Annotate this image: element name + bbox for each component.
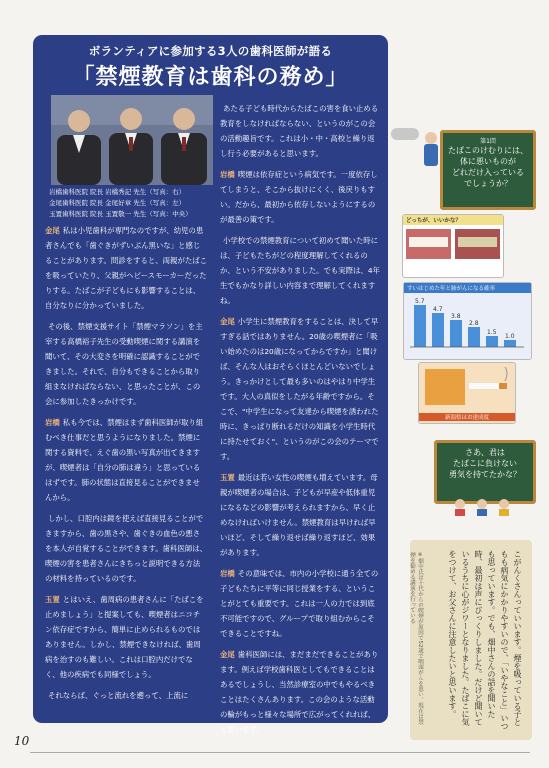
cigarette-illustration-card	[418, 362, 516, 424]
speaker-label: 金尾	[220, 650, 235, 659]
speaker-label: 玉置	[220, 473, 235, 482]
board-line: さあ、君は	[465, 448, 505, 457]
speaker-label: 金尾	[45, 226, 60, 235]
paragraph-text: その意味では、市内の小学校に通う全ての子どもたちに平等に同じ授業をする、ということがとても重要です。これは一人の力では到底不可能ですので、グループで取り組むからこそできることですね。	[220, 569, 379, 638]
bar-value-label: 3.8	[451, 313, 461, 320]
paragraph-text: 最近は若い女性の喫煙も増えています。母親が喫煙者の場合は、子どもが早産や低体重児になるなどの影響が考えられますから、早く止めなければいけません。禁煙教育は早ければ早いほど、そして繰り返せば繰り返すほど、効果があります。	[220, 473, 378, 557]
paragraph-text: 小学生に禁煙教育をすることは、決して早すぎる話ではありません。20歳の喫煙者に「吸い始めたのは20歳になってからですか」と聞けば、そんな人はおそらくほとんどいないでしょう。きっかけとして最も多いのはやはり中学生です。大人の真似をしたがる年齢ですから。そこで、"中学生になって友達から喫煙を誘われた時に、きっぱり断れるだけの知識を小学生時代に持たせておく"、というのがこの会のテーマです。	[220, 317, 379, 461]
paragraph	[45, 688, 207, 703]
article-panel	[33, 35, 388, 734]
speaker-label: 岩橋	[220, 569, 235, 578]
paragraph-text: あたる子ども時代からたばこの害を食い止める教育をしなければならない、というのがこの会の活動趣旨です。これは小・中・高校と繰り返し行う必要があると思います。	[220, 104, 379, 158]
right-column	[220, 101, 380, 743]
student-comment-text: こがんくさんっていいます。煙を吸っている子ともも病気にかかりやすいので、「いやなこと」いつも思っています。でも、畑中さんの話を聞いた時、最初は声にびっくりしました。だけど聞いているうちに心がジワーとなりました。たばこに気をつけて、お父さんに注意したいと思います。	[448, 550, 522, 730]
page-number: 10	[14, 734, 30, 748]
paragraph	[220, 470, 380, 560]
article-title: 「禁煙教育は歯科の務め」	[72, 65, 349, 90]
card-title: どっちが、いいかな？	[403, 215, 503, 225]
students-figures-icon	[450, 498, 520, 516]
paragraph	[45, 415, 207, 505]
bar-value-label: 2.8	[469, 320, 479, 327]
paragraph	[220, 314, 380, 464]
paragraph	[220, 566, 380, 641]
board-line: 第1問	[480, 138, 496, 145]
card-subtitle: すいはじめた年と肺がんになる確率	[404, 283, 531, 293]
paragraph	[45, 511, 207, 586]
lung-cancer-risk-chart-card	[403, 282, 532, 360]
card-caption: 新潟県はお達成度	[419, 413, 515, 421]
paragraph-text: 喫煙は依存症という病気です。一度依存してしまうと、そこから抜けにくく、後戻りもすい。だから、最初から依存しないようにするのが最善の策です。	[220, 170, 378, 224]
speaker-label: 玉置	[45, 595, 60, 604]
board-line: たばこに負けない	[453, 459, 517, 468]
paragraph-text: 小学校での禁煙教育について初めて聞いた時には、子どもたちがどの程度理解してくれるのか、という不安がありました。でも実際は、4年生でもかなり詳しい内容まで理解してくれますね。	[220, 236, 380, 305]
caption-tamaki: 玉置歯科医院 院長 玉置敬一 先生（写真：中央）	[49, 210, 192, 218]
article-subtitle: ボランティアに参加する3人の歯科医師が語る	[88, 44, 333, 58]
left-column	[45, 223, 207, 709]
paragraph	[220, 233, 380, 308]
paragraph-text: それならば、ぐっと流れを遡って、上流に	[48, 691, 189, 700]
board-line: 体に悪いものが	[460, 157, 516, 166]
bar-value-label: 1.0	[505, 333, 515, 340]
paragraph-text: とはいえ、歯周病の患者さんに「たばこを止めましょう」と提案しても、喫煙者はニコチン依存症ですから、簡単に止められるものではありません。しかし、禁煙できなければ、歯周病を治すのも難しい。これは口腔内だけでなく、他の疾病でも同様でしょう。	[45, 595, 204, 679]
paragraph-text: その後、禁煙支援サイト「禁煙マラソン」を主宰する高橋裕子先生の受動喫煙に関する講演を聞いて、その大変さを明確に認識することができました。それで、自分もできることから取り組まなければならない、と思ったことが、この会に参加したきっかけです。	[45, 322, 203, 406]
student-comment-footnote: ※畑中氏は十代からの喫煙が原因で52歳で咽頭がんを患い、現在は禁煙を勧める講演を行っている	[409, 552, 423, 725]
board-line: どれだけ入っている	[452, 168, 524, 177]
paragraph-text: しかし、口腔内は鏡を使えば直接見ることができますから、歯の黒さや、歯ぐきの血色の悪さを本人が自覚することができます。歯科医師は、喫煙の害を患者さんにきちっと説明できる方法の材料を持っているのです。	[45, 514, 208, 583]
paragraph	[220, 647, 380, 737]
bar-value-label: 1.5	[487, 329, 497, 336]
paragraph-text: 私も今では、禁煙はまず歯科医師が取り組むべき仕事だと思うようになりました。禁煙に関する資料で、えぐ歯の黒い写真が出てきますが、喫煙者は「自分の肺は違う」と思っているはずです。肺の状態は直接見ることができませんから。	[45, 418, 204, 502]
bar-value-label: 5.7	[415, 298, 425, 305]
footer-rule	[30, 752, 530, 753]
bar-value-label: 4.7	[433, 306, 443, 313]
doctors-photo	[51, 95, 213, 185]
caption-kanao: 金尾歯科医院 院長 金尾好章 先生（写真：左）	[49, 199, 186, 207]
paragraph	[45, 592, 207, 682]
quiz-blackboard-illustration	[440, 130, 536, 210]
speaker-label: 金尾	[220, 317, 235, 326]
paragraph-text: 私は小児歯科が専門なのですが、幼児の患者さんでも「歯ぐきがずいぶん黒いな」と感じることがあります。問診をすると、両親がたばこを吸っていたり、父親がヘビースモーカーだったりする。たばこが子どもにも影響することは、自分なりに分かっていました。	[45, 226, 208, 310]
paragraph-text: 歯科医師には、まだまだできることがあります。例えば学校歯科医としてもできることはあるでしょうし、当然診療室の中でもやるべきことはたくさんあります。この会のような活動の輪がもっと様々な場所で広がってくれれば、と思います。	[220, 650, 379, 734]
teeth-comparison-card	[402, 214, 504, 278]
teacher-figure-icon	[420, 130, 442, 170]
board-line: たばこのけむりには、	[448, 146, 528, 155]
paragraph	[220, 167, 380, 227]
paragraph	[45, 319, 207, 409]
photo-captions	[49, 187, 221, 220]
page-tab-marker	[391, 128, 419, 140]
caption-iwahashi: 岩橋歯科医院 院長 岩橋秀記 先生（写真：右）	[49, 188, 186, 196]
speaker-label: 岩橋	[220, 170, 235, 179]
paragraph	[45, 223, 207, 313]
speaker-label: 岩橋	[45, 418, 60, 427]
board-line: 勇気を持てたかな？	[449, 470, 521, 479]
paragraph	[220, 101, 380, 161]
closing-blackboard-illustration	[434, 440, 536, 504]
board-line: でしょうか？	[464, 179, 512, 188]
